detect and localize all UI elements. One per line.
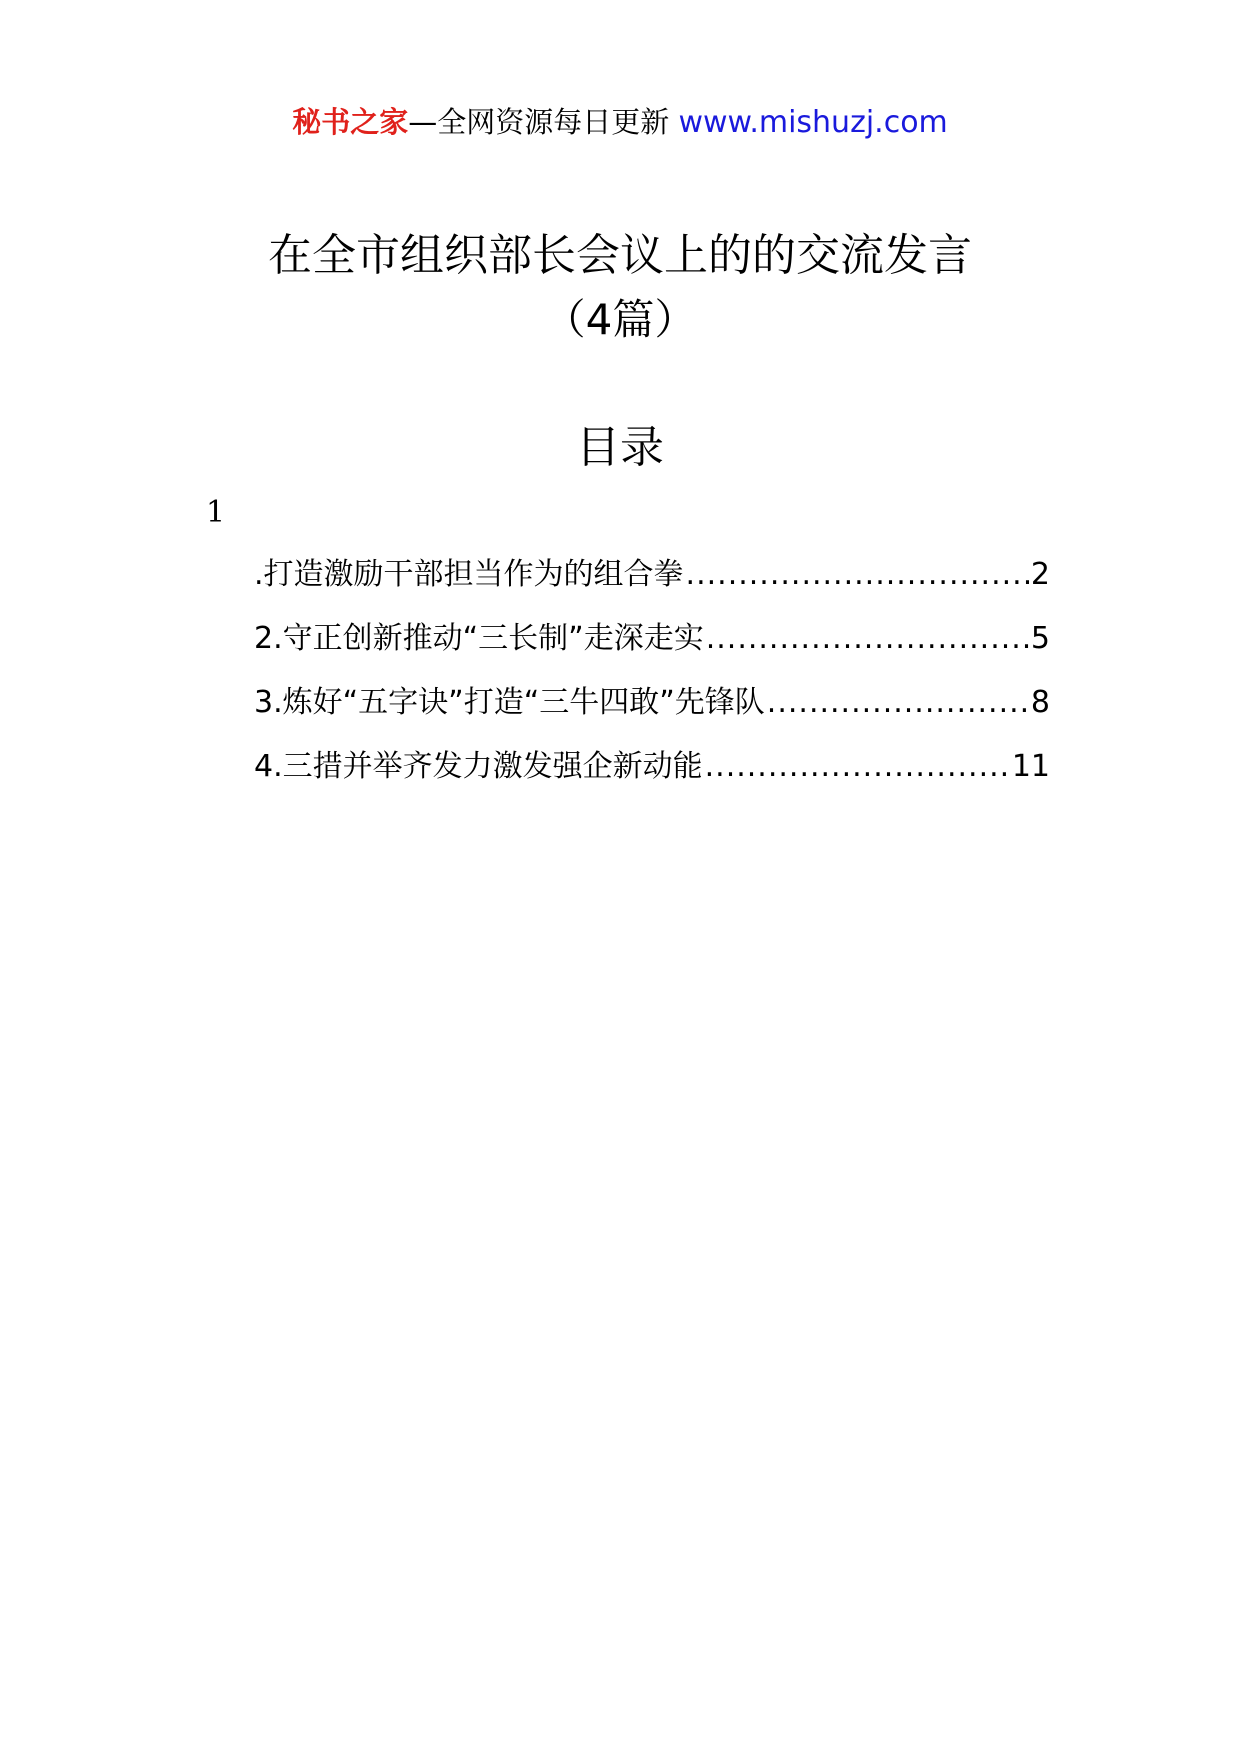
toc-entry-text: .打造激励干部担当作为的组合拳 [254, 557, 684, 592]
header-banner [0, 102, 1240, 143]
toc-entry-page: 8 [1030, 685, 1050, 720]
toc-entry-text: 3.炼好“五字诀”打造“三牛四敢”先锋队 [254, 685, 765, 720]
stray-number: 1 [206, 495, 226, 530]
toc-leader-dots [705, 745, 1010, 789]
tagline: —全网资源每日更新 [408, 105, 670, 139]
toc-entry-page: 5 [1030, 621, 1050, 656]
document-subtitle: （4篇） [543, 295, 697, 344]
toc-leader-dots [706, 617, 1029, 661]
toc-list [254, 553, 1050, 809]
toc-leader-dots [767, 681, 1029, 725]
toc-heading: 目录 [576, 422, 664, 473]
toc-entry-text: 4.三措并举齐发力激发强企新动能 [254, 749, 703, 784]
toc-entry-page: 11 [1011, 749, 1050, 784]
brand-name: 秘书之家 [292, 105, 409, 139]
document-title: 在全市组织部长会议上的的交流发言 [268, 230, 972, 281]
toc-entry-3[interactable] [254, 681, 1050, 745]
toc-entry-text: 2.守正创新推动“三长制”走深走实 [254, 621, 704, 656]
toc-entry-page: 2 [1030, 557, 1050, 592]
toc-entry-1[interactable] [254, 553, 1050, 617]
toc-leader-dots [686, 553, 1029, 597]
toc-entry-2[interactable] [254, 617, 1050, 681]
site-url-link[interactable]: www.mishuzj.com [678, 105, 948, 140]
toc-entry-4[interactable] [254, 745, 1050, 809]
